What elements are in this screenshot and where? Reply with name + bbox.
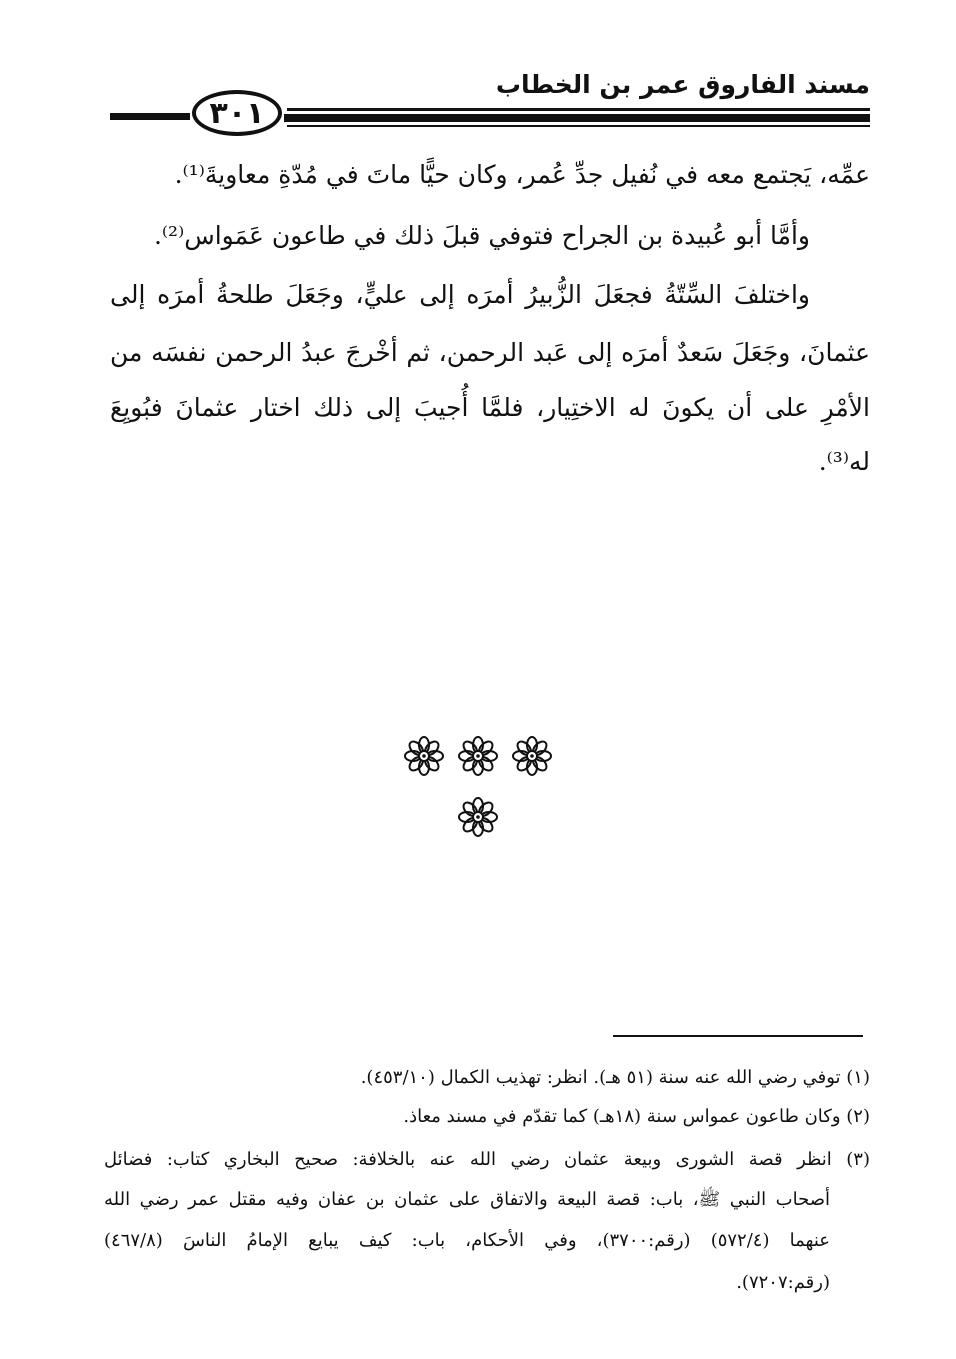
page-number: ٣٠١ (209, 95, 265, 131)
body-line-1: عمِّه، يَجتمع معه في نُفيل جدِّ عُمر، وكان حيًّا ماتَ في مُدّةِ معاويةَ⁽¹⁾. (174, 160, 870, 189)
footnote-3-line-2: أصحاب النبي ﷺ، باب: قصة البيعة والاتفاق على عثمان بن عفان وفيه مقتل عمر رضي الله (104, 1189, 830, 1210)
ornament-row-top (0, 736, 956, 776)
page-number-badge (192, 90, 282, 136)
rosette-ornament-icon (458, 736, 498, 776)
body-line-2: وأمَّا أبو عُبيدة بن الجراح فتوفي قبلَ ذلك في طاعون عَمَواس⁽²⁾. (153, 221, 810, 250)
body-line-6: له⁽³⁾. (818, 447, 870, 476)
rosette-ornament-icon (458, 797, 498, 837)
rosette-ornament-icon (404, 736, 444, 776)
header-rule-left (110, 113, 190, 120)
footnote-3-line-3: عنهما (٥٧٢/٤) (رقم:٣٧٠٠)، وفي الأحكام، باب: كيف يبايع الإمامُ الناسَ (٤٦٧/٨) (104, 1230, 831, 1251)
running-title: مسند الفاروق عمر بن الخطاب (495, 70, 870, 99)
footnote-1: (١) توفي رضي الله عنه سنة (٥١ هـ). انظر: تهذيب الكمال (٤٥٣/١٠). (360, 1067, 870, 1088)
ornament-row-bottom (0, 797, 956, 837)
header-rule-thin-top (287, 108, 870, 111)
footnote-2: (٢) وكان طاعون عمواس سنة (١٨هـ) كما تقدّم في مسند معاذ. (403, 1106, 870, 1127)
body-line-4: عثمانَ، وجَعَلَ سَعدٌ أمرَه إلى عَبد الرحمن، ثم أخْرجَ عبدُ الرحمن نفسَه من (110, 338, 870, 367)
header-rule-thick (284, 114, 870, 122)
body-line-3: واختلفَ السِّتّةُ فجعَلَ الزُّبيرُ أمرَه إلى عليٍّ، وجَعَلَ طلحةُ أمرَه إلى (110, 280, 810, 309)
footnote-3-line-1: (٣) انظر قصة الشورى وبيعة عثمان رضي الله عنه بالخلافة: صحيح البخاري كتاب: فضائل (104, 1149, 870, 1170)
header-rule-thin-bottom (287, 125, 870, 127)
body-line-5: الأمْرِ على أن يكونَ له الاختِيار، فلمَّا أُجيبَ إلى ذلك اختار عثمانَ فبُويِعَ (110, 393, 870, 422)
footnote-3-line-4: (رقم:٧٢٠٧). (736, 1272, 830, 1293)
footnote-separator (613, 1035, 863, 1037)
rosette-ornament-icon (512, 736, 552, 776)
